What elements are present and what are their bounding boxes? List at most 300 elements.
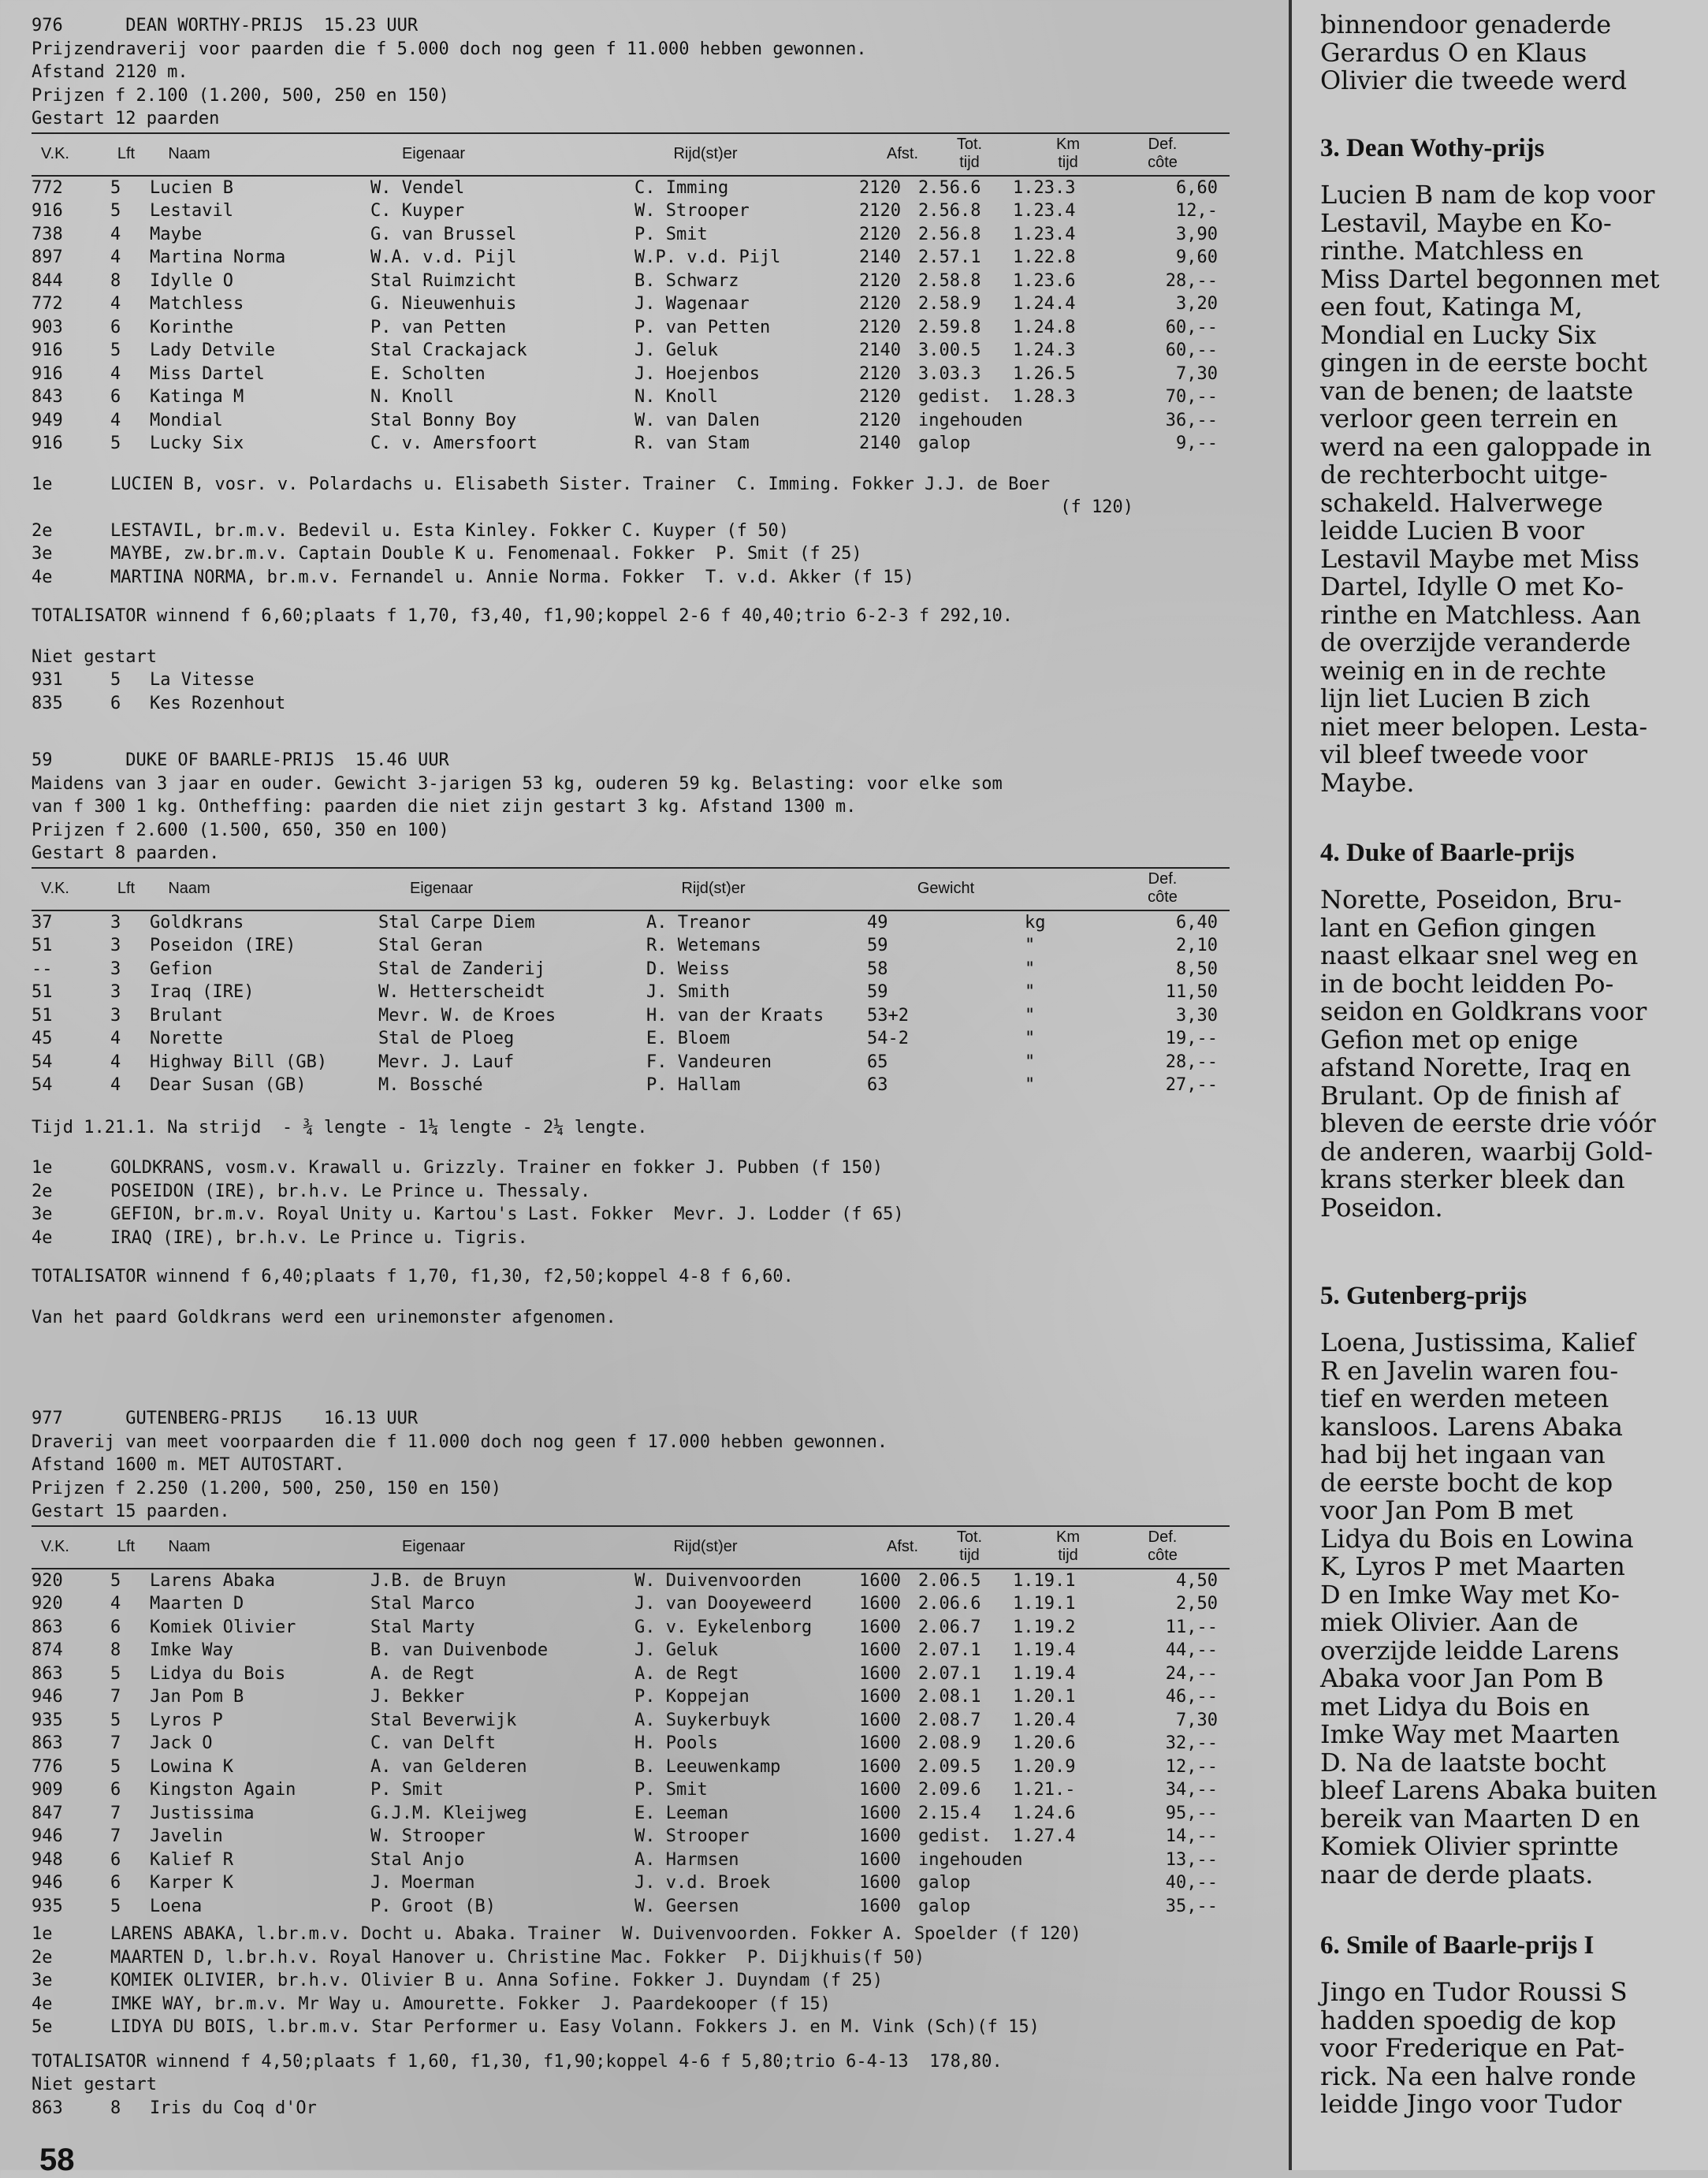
cell-lft: 5 [110,1896,121,1916]
commentary-line: had bij het ingaan van [1320,1439,1606,1469]
niet-gestart-cell: 863 [32,2098,63,2118]
cell-tot: 2.09.5 [918,1756,981,1777]
cell-eigenaar: J.B. de Bruyn [370,1570,507,1591]
cell-gew: 65 [867,1052,888,1072]
cell-vk: 863 [32,1733,63,1753]
race-header-line: Prijzendraverij voor paarden die f 5.000 doch nog geen f 11.000 hebben gewonnen. [32,39,867,59]
placing-line [32,1227,1230,1250]
commentary-line: van de benen; de laatste [1320,375,1634,406]
cell-eigenaar: C. v. Amersfoort [370,434,538,453]
cell-vk: 903 [32,317,63,337]
cell-eigenaar: Stal Anjo [370,1849,465,1870]
cell-lft: 3 [110,936,121,955]
niet-gestart-cell: Kes Rozenhout [150,693,286,713]
commentary-line: rick. Na een halve ronde [1320,2061,1636,2091]
cell-rijder: W. van Dalen [634,410,760,430]
commentary-line: afstand Norette, Iraq en [1320,1052,1632,1082]
race-header-line: 977 GUTENBERG-PRIJS 16.13 UUR [32,1409,419,1428]
niet-gestart-cell: La Vitesse [150,670,255,690]
cell-rijder: W.P. v.d. Pijl [634,248,781,267]
cell-naam: Gefion [150,959,213,979]
cell-rijder: R. van Stam [634,434,750,453]
table-row [32,1732,1230,1755]
cell-def: 24,-- [1165,1663,1218,1684]
cell-tot: ingehouden [918,1849,1023,1870]
commentary-line: Poseidon. [1320,1192,1443,1223]
cell-def: 11,-- [1165,1617,1218,1637]
column-header-def2: côte [1148,153,1178,171]
table-row [32,270,1230,293]
cell-naam: Lucien B [150,177,233,198]
cell-vk: 54 [32,1052,53,1072]
commentary-intro [1292,11,1708,95]
commentary-line: bleef Larens Abaka buiten [1320,1775,1658,1805]
commentary-line: lant en Gefion gingen [1320,912,1596,943]
cell-eigenaar: J. Bekker [370,1687,465,1707]
cell-afst: 2120 [859,201,901,221]
cell-tot: 2.58.8 [918,270,981,291]
commentary-line: gingen in de eerste bocht [1320,348,1647,378]
race-header-line: Afstand 2120 m. [32,62,188,82]
cell-lft: 6 [110,1780,121,1800]
cell-naam: Kingston Again [150,1780,296,1800]
cell-rijder: A. Suykerbuyk [634,1710,771,1730]
commentary-line: Dartel, Idylle O met Ko- [1320,571,1624,601]
cell-vk: 909 [32,1780,63,1800]
section-title: 5. Gutenberg-prijs [1320,1282,1528,1310]
cell-tot: galop [918,1896,971,1916]
cell-km: 1.26.5 [1013,363,1076,384]
column-header-naam: Naam [168,1537,210,1555]
totalisator: TOTALISATOR winnend f 4,50;plaats f 1,60, f1,30, f1,90;koppel 4-6 f 5,80;trio 6-4-13 178,80. [32,2051,1003,2072]
cell-tot: 3.03.3 [918,363,981,384]
cell-afst: 2120 [859,410,901,430]
commentary-line: de eerste bocht de kop [1320,1467,1613,1498]
cell-afst: 1600 [859,1663,901,1684]
cell-def: 95,-- [1165,1803,1218,1823]
cell-afst: 2140 [859,434,901,453]
cell-vk: 843 [32,387,63,407]
table-row [32,1051,1230,1074]
cell-kg: " [1025,1075,1036,1095]
cell-def: 28,-- [1165,270,1218,291]
placing-line [32,1969,1230,1993]
commentary-line: schakeld. Halverwege [1320,487,1603,518]
cell-vk: 863 [32,1617,63,1637]
placing-rank: 3e [32,1204,53,1224]
cell-eigenaar: A. de Regt [370,1663,475,1684]
niet-gestart-list [32,668,1230,715]
cell-rijder: J. Geluk [634,1640,718,1660]
cell-lft: 5 [110,201,121,221]
table-row [32,1616,1230,1640]
commentary-line: kansloos. Larens Abaka [1320,1411,1623,1442]
cell-vk: 920 [32,1570,63,1591]
table-row [32,1639,1230,1662]
cell-lft: 4 [110,224,121,244]
commentary-line: lijn liet Lucien B zich [1320,683,1591,713]
table-row [32,1662,1230,1686]
race-header-line: Gestart 15 paarden. [32,1502,230,1521]
cell-tot: 2.07.1 [918,1663,981,1684]
cell-def: 8,50 [1176,959,1218,979]
placing-rank: 3e [32,1971,53,1990]
cell-kg: " [1025,1052,1036,1072]
commentary-line: Miss Dartel begonnen met [1320,263,1660,294]
cell-vk: 772 [32,294,63,314]
cell-rijder: J. v.d. Broek [634,1873,771,1893]
column-header-km: Km [1056,135,1080,153]
column-header-tot: Tot. [956,135,983,153]
cell-vk: 54 [32,1075,53,1095]
cell-def: 14,-- [1165,1826,1218,1846]
cell-lft: 3 [110,982,121,1002]
commentary-line: werd na een galoppade in [1320,431,1652,462]
list-item [32,2097,1230,2120]
cell-km: 1.28.3 [1013,387,1076,407]
cell-naam: Kalief R [150,1849,233,1870]
cell-tot: galop [918,1873,971,1893]
commentary-line: Loena, Justissima, Kalief [1320,1327,1635,1357]
commentary-line: hadden spoedig de kop [1320,2005,1617,2035]
placing-text: GEFION, br.m.v. Royal Unity u. Kartou's Last. Fokker Mevr. J. Lodder (f 65) [110,1204,904,1224]
cell-def: 36,-- [1165,410,1218,430]
column-header-tot: Tot. [956,1528,983,1546]
cell-tot: 2.08.9 [918,1733,981,1753]
cell-def: 9,-- [1176,434,1218,453]
table-row [32,339,1230,363]
cell-km: 1.24.6 [1013,1803,1076,1823]
cell-km: 1.21.- [1013,1780,1076,1800]
cell-naam: Martina Norma [150,248,286,267]
placing-line [32,473,1230,497]
table-row [32,1569,1230,1593]
results-table [32,177,1230,456]
cell-rijder: A. Treanor [646,912,751,933]
cell-lft: 4 [110,1029,121,1048]
placing-text: LESTAVIL, br.m.v. Bedevil u. Esta Kinley. Fokker C. Kuyper (f 50) [110,520,789,541]
column-header-vk: V.K. [41,879,69,897]
table-row [32,958,1230,981]
cell-tot: 2.59.8 [918,317,981,337]
commentary-line: R en Javelin waren fou- [1320,1355,1619,1386]
commentary-line: de anderen, waarbij Gold- [1320,1136,1653,1167]
race-header-line: Gestart 8 paarden. [32,843,220,863]
table-row [32,1074,1230,1097]
race-header-line: van f 300 1 kg. Ontheffing: paarden die niet zijn gestart 3 kg. Afstand 1300 m. [32,797,857,817]
cell-tot: 2.15.4 [918,1803,981,1823]
cell-tot: 2.09.6 [918,1780,981,1800]
commentary-line: bereik van Maarten D en [1320,1803,1640,1834]
cell-rijder: P. Smit [634,224,708,244]
cell-km: 1.19.1 [1013,1570,1076,1591]
commentary-line: Lidya du Bois en Lowina [1320,1523,1634,1554]
cell-lft: 6 [110,1617,121,1637]
commentary-line: Gerardus O en Klaus [1320,37,1587,68]
cell-vk: 776 [32,1756,63,1777]
placing-rank: 1e [32,1158,53,1178]
cell-km: 1.20.6 [1013,1733,1076,1753]
cell-km: 1.19.2 [1013,1617,1076,1637]
commentary-line: rinthe en Matchless. Aan [1320,599,1641,630]
cell-def: 40,-- [1165,1873,1218,1893]
cell-lft: 5 [110,434,121,453]
commentary-line: krans sterker bleek dan [1320,1164,1625,1194]
cell-naam: Maybe [150,224,203,244]
cell-vk: 946 [32,1826,63,1846]
placing-text: (f 120) [110,497,1134,517]
commentary-dean-wothy [1292,132,1708,797]
cell-naam: Lady Detvile [150,341,275,360]
cell-vk: 948 [32,1849,63,1870]
section-title: 4. Duke of Baarle-prijs [1320,839,1575,867]
cell-naam: Lyros P [150,1710,223,1730]
results-table [32,911,1230,1097]
table-row [32,1004,1230,1028]
cell-tot: gedist. [918,387,992,407]
cell-naam: Javelin [150,1826,223,1846]
cell-tot: ingehouden [918,410,1023,430]
cell-gew: 63 [867,1075,888,1095]
cell-vk: 946 [32,1873,63,1893]
cell-km: 1.23.4 [1013,201,1076,221]
commentary-line: D en Imke Way met Ko- [1320,1579,1620,1610]
cell-rijder: R. Wetemans [646,936,761,955]
commentary-line: Olivier die tweede werd [1320,65,1628,95]
table-row [32,199,1230,223]
placing-rank: 3e [32,544,53,564]
cell-afst: 1600 [859,1849,901,1870]
cell-rijder: F. Vandeuren [646,1052,772,1072]
race-header-line: 59 DUKE OF BAARLE-PRIJS 15.46 UUR [32,750,449,770]
cell-def: 3,20 [1176,294,1218,314]
table-row [32,223,1230,247]
table-row [32,1871,1230,1895]
cell-def: 60,-- [1165,317,1218,337]
cell-eigenaar: J. Moerman [370,1873,475,1893]
cell-def: 32,-- [1165,1733,1218,1753]
cell-tot: 2.56.8 [918,201,981,221]
cell-kg: " [1025,959,1036,979]
table-row [32,246,1230,270]
cell-kg: " [1025,936,1036,955]
placing-line [32,2016,1230,2039]
cell-lft: 5 [110,1710,121,1730]
cell-rijder: W. Strooper [634,201,750,221]
list-item [32,692,1230,716]
placing-rank: 2e [32,520,53,541]
cell-lft: 5 [110,177,121,198]
cell-afst: 1600 [859,1617,901,1637]
cell-afst: 1600 [859,1710,901,1730]
column-header-vk: V.K. [41,1537,69,1555]
cell-def: 3,90 [1176,224,1218,244]
cell-lft: 5 [110,341,121,360]
cell-vk: 772 [32,177,63,198]
column-header-rijder: Rijd(st)er [681,879,746,897]
cell-lft: 3 [110,912,121,933]
cell-kg: " [1025,982,1036,1002]
cell-vk: 946 [32,1687,63,1707]
cell-rijder: G. v. Eykelenborg [634,1617,813,1637]
cell-naam: Korinthe [150,317,233,337]
commentary-duke-of-baarle [1292,837,1708,1222]
cell-km: 1.27.4 [1013,1826,1076,1846]
cell-rijder: A. Harmsen [634,1849,739,1870]
cell-def: 44,-- [1165,1640,1218,1660]
commentary-line: naar de derde plaats. [1320,1859,1594,1889]
table-row [32,1709,1230,1733]
placing-text: MARTINA NORMA, br.m.v. Fernandel u. Annie Norma. Fokker T. v.d. Akker (f 15) [110,567,914,587]
commentary-line: weinig en in de rechte [1320,655,1606,686]
niet-gestart-cell: 6 [110,693,121,713]
cell-eigenaar: G. van Brussel [370,224,517,244]
column-header-naam: Naam [168,879,210,897]
cell-tot: 2.07.1 [918,1640,981,1660]
cell-eigenaar: G. Nieuwenhuis [370,294,517,314]
cell-eigenaar: Stal de Ploeg [378,1029,515,1048]
cell-eigenaar: Stal Bonny Boy [370,410,517,430]
table-row [32,292,1230,316]
column-header-naam: Naam [168,144,210,162]
race-time: Tijd 1.21.1. Na strijd - ¾ lengte - 1¼ lengte - 2¼ lengte. [32,1117,648,1137]
section-title: 3. Dean Wothy-prijs [1320,134,1545,162]
column-header-tot2: tijd [959,153,980,171]
placing-line [32,1156,1230,1180]
table-row [32,934,1230,958]
commentary-line: Gefion met op enige [1320,1024,1579,1055]
placing-text: IRAQ (IRE), br.h.v. Le Prince u. Tigris. [110,1227,528,1248]
cell-eigenaar: Stal Geran [378,936,483,955]
column-header-def: Def. [1148,1528,1178,1546]
placing-rank: 4e [32,567,53,587]
totalisator: TOTALISATOR winnend f 6,60;plaats f 1,70, f3,40, f1,90;koppel 2-6 f 40,40;trio 6-2-3 f 292,10. [32,606,1014,626]
cell-gew: 59 [867,982,888,1002]
placing-line [32,566,1230,590]
results-table [32,1569,1230,1919]
cell-lft: 6 [110,1849,121,1870]
cell-def: 12,-- [1165,1756,1218,1777]
cell-rijder: W. Geersen [634,1896,739,1916]
cell-naam: Poseidon (IRE) [150,936,296,955]
commentary-line: leidde Lucien B voor [1320,516,1584,545]
placing-line [32,519,1230,543]
race-note: Van het paard Goldkrans werd een urinemonster afgenomen. [32,1307,616,1327]
cell-rijder: P. van Petten [634,317,771,337]
column-header-def: Def. [1148,869,1178,888]
cell-eigenaar: Mevr. W. de Kroes [378,1005,556,1026]
cell-km: 1.24.8 [1013,317,1076,337]
niet-gestart-label: Niet gestart [32,2075,157,2094]
table-row [32,1027,1230,1051]
niet-gestart-cell: 931 [32,670,63,690]
cell-vk: 45 [32,1029,53,1048]
race-header [32,1407,1230,1524]
table-row [32,363,1230,386]
commentary-line: voor Jan Pom B met [1320,1495,1573,1525]
placing-text: LUCIEN B, vosr. v. Polardachs u. Elisabeth Sister. Trainer C. Imming. Fokker J.J. de Boer [110,474,1051,494]
niet-gestart-cell: 835 [32,693,63,713]
cell-afst: 2120 [859,224,901,244]
placing-line [32,542,1230,566]
cell-kg: " [1025,1029,1036,1048]
cell-lft: 3 [110,1005,121,1026]
cell-afst: 1600 [859,1873,901,1893]
cell-naam: Jack O [150,1733,213,1753]
cell-def: 34,-- [1165,1780,1218,1800]
column-header-km2: tijd [1058,1546,1078,1564]
race-header-line: Maidens van 3 jaar en ouder. Gewicht 3-jarigen 53 kg, ouderen 59 kg. Belasting: voor elke som [32,773,1003,794]
cell-rijder: P. Koppejan [634,1687,750,1707]
commentary-line: Brulant. Op de finish af [1320,1080,1620,1111]
results-column [32,8,1230,2168]
placing-rank: 1e [32,474,53,494]
column-header-km: Km [1056,1528,1080,1546]
table-row [32,316,1230,340]
commentary-line: Komiek Olivier sprintte [1320,1831,1619,1861]
cell-afst: 1600 [859,1733,901,1753]
cell-rijder: J. Hoejenbos [634,363,760,384]
commentary-line: binnendoor genaderde [1320,9,1612,39]
commentary-line: miek Olivier. Aan de [1320,1607,1579,1637]
cell-naam: Lestavil [150,201,233,221]
cell-rijder: P. Hallam [646,1075,741,1095]
placing-rank: 5e [32,2017,53,2037]
cell-afst: 2140 [859,341,901,360]
commentary-line: Lestavil Maybe met Miss [1320,543,1639,574]
commentary-line: overzijde leidde Larens [1320,1635,1620,1666]
table-row [32,981,1230,1004]
race-header-line: 976 DEAN WORTHY-PRIJS 15.23 UUR [32,16,419,35]
cell-eigenaar: P. Smit [370,1780,444,1800]
cell-naam: Justissima [150,1803,255,1823]
cell-eigenaar: P. van Petten [370,317,507,337]
cell-lft: 3 [110,959,121,979]
column-header-lft: Lft [117,1537,136,1555]
cell-lft: 7 [110,1733,121,1753]
cell-naam: Dear Susan (GB) [150,1075,307,1095]
cell-naam: Idylle O [150,270,233,291]
commentary-column [1289,0,1708,2170]
cell-def: 13,-- [1165,1849,1218,1870]
table-row [32,1825,1230,1849]
cell-tot: galop [918,434,971,453]
cell-naam: Norette [150,1029,223,1048]
cell-eigenaar: Stal Marco [370,1594,475,1614]
cell-def: 19,-- [1165,1029,1218,1048]
cell-lft: 8 [110,1640,121,1660]
column-header-lft: Lft [117,879,136,897]
cell-afst: 2120 [859,177,901,198]
cell-vk: -- [32,959,53,979]
cell-km: 1.23.4 [1013,224,1076,244]
cell-def: 28,-- [1165,1052,1218,1072]
column-header-afst: Afst. [886,1537,918,1555]
cell-naam: Lowina K [150,1756,233,1777]
list-item [32,668,1230,692]
cell-vk: 920 [32,1594,63,1614]
cell-naam: Karper K [150,1873,233,1893]
cell-tot: 2.57.1 [918,248,981,267]
cell-naam: Komiek Olivier [150,1617,296,1637]
commentary-line: tief en werden meteen [1320,1383,1609,1413]
commentary-smile-of-baarle [1292,1930,1708,2119]
cell-eigenaar: A. van Gelderen [370,1756,527,1777]
placings [32,1923,1230,2039]
cell-lft: 7 [110,1803,121,1823]
niet-gestart-label: Niet gestart [32,646,157,667]
cell-vk: 51 [32,936,53,955]
